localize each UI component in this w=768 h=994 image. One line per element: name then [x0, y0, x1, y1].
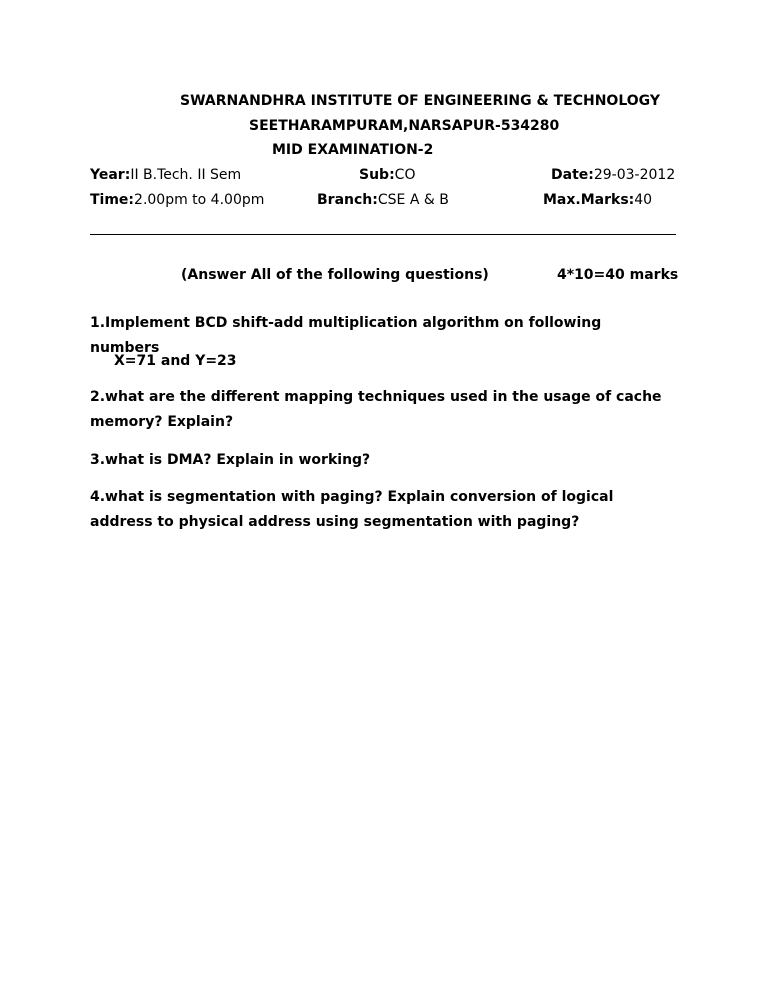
subject-field [359, 166, 415, 184]
branch-field [317, 191, 449, 209]
question-1-values: X=71 and Y=23 [114, 353, 237, 369]
time-value: 2.00pm to 4.00pm [134, 192, 265, 208]
subject-label: Sub: [359, 167, 395, 183]
time-field [90, 191, 264, 209]
year-field [90, 166, 241, 184]
question-1: 1.Implement BCD shift-add multiplication algorithm on following numbers [90, 315, 602, 356]
date-value: 29-03-2012 [593, 167, 676, 183]
branch-value: CSE A & B [377, 192, 449, 208]
date-label: Date: [551, 167, 594, 183]
divider-line [90, 234, 676, 235]
question-3: 3.what is DMA? Explain in working? [90, 452, 371, 468]
max-marks-field [543, 191, 652, 209]
branch-label: Branch: [317, 192, 378, 208]
subject-value: CO [394, 167, 416, 183]
total-marks-text: 4*10=40 marks [557, 267, 679, 283]
institute-name: SWARNANDHRA INSTITUTE OF ENGINEERING & TECHNOLOGY [180, 93, 660, 109]
max-marks-value: 40 [634, 192, 653, 208]
instructions-text: (Answer All of the following questions) [181, 267, 489, 283]
question-4: 4.what is segmentation with paging? Explain conversion of logical address to physical address using segmentation with paging? [90, 489, 614, 530]
exam-title: MID EXAMINATION-2 [272, 142, 434, 158]
year-label: Year: [90, 167, 131, 183]
time-label: Time: [90, 192, 135, 208]
max-marks-label: Max.Marks: [543, 192, 635, 208]
year-value: II B.Tech. II Sem [130, 167, 242, 183]
date-field [551, 166, 675, 184]
question-2: 2.what are the different mapping techniques used in the usage of cache memory? Explain? [90, 389, 662, 430]
institute-location: SEETHARAMPURAM,NARSAPUR-534280 [249, 118, 560, 134]
